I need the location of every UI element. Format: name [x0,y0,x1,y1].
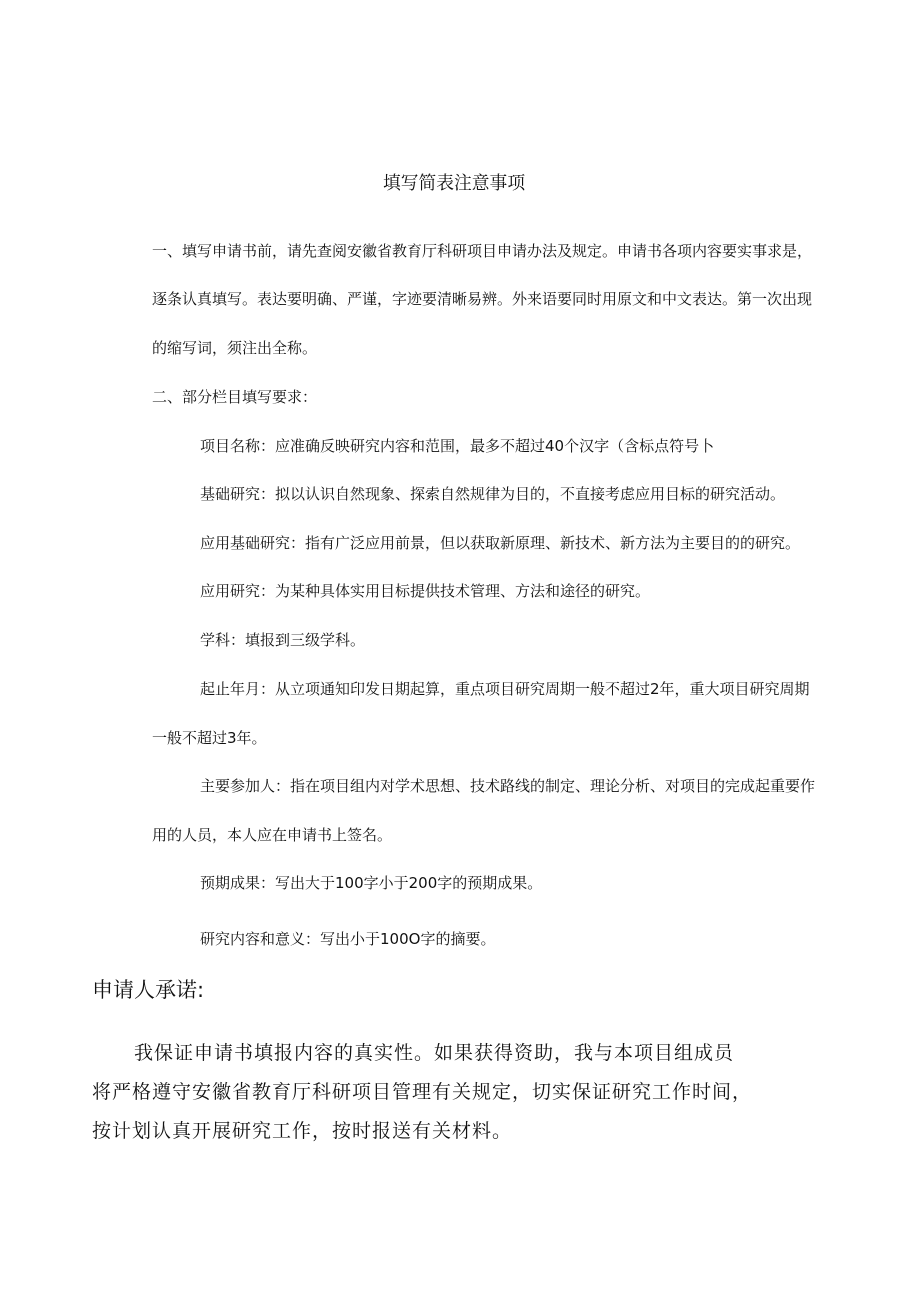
pledge-line1: 我保证申请书填报内容的真实性。如果获得资助，我与本项目组成员 [134,1042,735,1064]
item-basic-research: 基础研究：拟以认识自然现象、探索自然规律为目的，不直接考虑应用目标的研究活动。 [200,485,786,503]
section1-line1: 一、填写申请书前，请先查阅安徽省教育厅科研项目申请办法及规定。申请书各项内容要实事求是， [152,242,813,260]
item-period-line2: 一般不超过3年。 [152,729,267,747]
item-discipline: 学科：填报到三级学科。 [200,631,366,649]
item-expected-results: 预期成果：写出大于100字小于200字的预期成果。 [200,874,543,892]
item-participants-line1: 主要参加人：指在项目组内对学术思想、技术路线的制定、理论分析、对项目的完成起重要作 [200,777,816,795]
notes-title: 填写简表注意事项 [382,173,526,194]
item-participants-line2: 用的人员，本人应在申请书上签名。 [152,826,393,844]
section2-heading: 二、部分栏目填写要求： [152,388,318,406]
pledge-line3: 按计划认真开展研究工作，按时报送有关材料。 [92,1120,513,1142]
item-applied-research: 应用研究：为某种具体实用目标提供技术管理、方法和途径的研究。 [200,582,651,600]
section1-line3: 的缩写词，须注出全称。 [152,339,318,357]
section1-line2: 逐条认真填写。表达要明确、严谨，字迹要清晰易辨。外来语要同时用原文和中文表达。第一次出现 [152,290,813,308]
pledge-line2: 将严格遵守安徽省教育厅科研项目管理有关规定，切实保证研究工作时间， [92,1081,753,1103]
pledge-heading: 申请人承诺: [92,978,205,1002]
item-applied-basic-research: 应用基础研究：指有广泛应用前景，但以获取新原理、新技术、新方法为主要目的的研究。 [200,534,801,552]
item-period-line1: 起止年月：从立项通知印发日期起算，重点项目研究周期一般不超过2年，重大项目研究周期 [200,680,810,698]
item-content-significance: 研究内容和意义：写出小于100O字的摘要。 [200,930,496,948]
item-project-name: 项目名称：应准确反映研究内容和范围，最多不超过40个汉字（含标点符号卜 [200,437,715,455]
